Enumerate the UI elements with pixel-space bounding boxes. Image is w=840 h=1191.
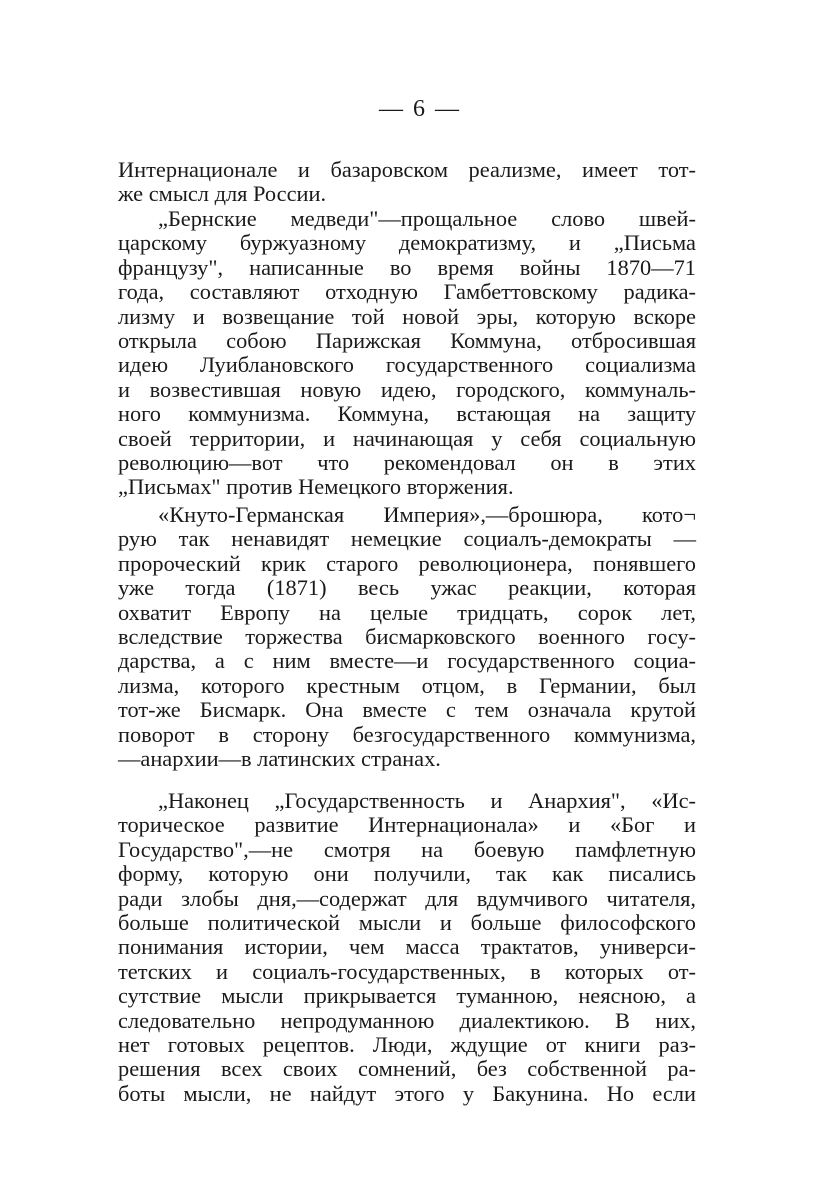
paragraph-4 — [118, 789, 696, 1106]
text-line: лизму и возвещание той новой эры, которую вскоре — [118, 303, 696, 329]
text-line: тетских и социалъ-государственных, в которых от- — [118, 958, 696, 984]
text-line: революцию—вот что рекомендовал он в этих — [118, 449, 696, 475]
text-line: Интернационале и базаровском реализме, имеет тот- — [118, 157, 696, 182]
text-line: ного коммунизма. Коммуна, встающая на защиту — [118, 401, 696, 427]
text-line: охватит Европу на целые тридцать, сорок лет, — [118, 599, 696, 625]
text-line: понимания истории, чем масса трактатов, универси- — [118, 934, 696, 960]
text-line: „Письмах" против Немецкого вторжения. — [118, 474, 514, 500]
paragraph-1 — [118, 158, 696, 207]
text-line: и возвестившая новую идею, городского, коммуналь- — [118, 376, 696, 402]
text-line: следовательно непродуманною диалектикою. В них, — [118, 1007, 696, 1033]
text-line: своей территории, и начинающая у себя социальную — [118, 425, 696, 451]
text-line: ради злобы дня,—содержат для вдумчивого читателя, — [118, 885, 696, 911]
text-line: форму, которую они получили, так как писались — [118, 861, 696, 887]
text-line: —анархии—в латинских странах. — [118, 745, 441, 771]
text-line: французу", написанные во время войны 1870—71 — [118, 254, 696, 280]
text-line: года, составляют отходную Гамбеттовскому радика- — [118, 279, 696, 305]
text-line: нет готовых рецептов. Люди, ждущие от книги раз- — [118, 1031, 696, 1057]
text-line: „Наконец „Государственность и Анархия", «Ис- — [158, 788, 696, 813]
paragraph-3 — [118, 503, 696, 771]
text-line: же смысл для России. — [118, 181, 327, 207]
text-line: идею Луиблановского государственного социализма — [118, 352, 696, 378]
text-line: царскому буржуазному демократизму, и „Письма — [118, 230, 696, 256]
text-line: уже тогда (1871) весь ужас реакции, которая — [118, 575, 696, 601]
text-line: открыла собою Парижская Коммуна, отбросившая — [118, 327, 696, 353]
text-line: вследствие торжества бисмарковского военного госу- — [118, 623, 696, 649]
text-line: боты мысли, не найдут этого у Бакунина. Но если — [118, 1080, 696, 1106]
text-line: дарства, а с ним вместе—и государственного социа- — [118, 648, 696, 674]
text-line: лизма, которого крестным отцом, в Германии, был — [118, 672, 696, 698]
text-line: Государство",—не смотря на боевую памфлетную — [118, 836, 696, 862]
text-line: решения всех своих сомнений, без собственной ра- — [118, 1056, 696, 1082]
text-line: торическое развитие Интернационала» и «Бог и — [118, 812, 696, 838]
text-line: рую так ненавидят немецкие социалъ-демократы — — [118, 526, 696, 552]
page-number: — 6 — — [379, 96, 461, 122]
text-line: поворот в сторону безгосударственного коммунизма, — [118, 721, 696, 747]
paragraph-2 — [118, 207, 696, 500]
text-line: «Кнуто-Германская Империя»,—брошюра, кото¬ — [158, 502, 696, 527]
text-line: „Бернские медведи"—прощальное слово швей- — [158, 206, 696, 231]
text-line: пророческий крик старого революционера, понявшего — [118, 550, 696, 576]
text-line: сутствие мысли прикрывается туманною, неясною, а — [118, 983, 696, 1009]
text-line: тот-же Бисмарк. Она вместе с тем означала крутой — [118, 697, 696, 723]
text-line: больше политической мысли и больше философского — [118, 909, 696, 935]
